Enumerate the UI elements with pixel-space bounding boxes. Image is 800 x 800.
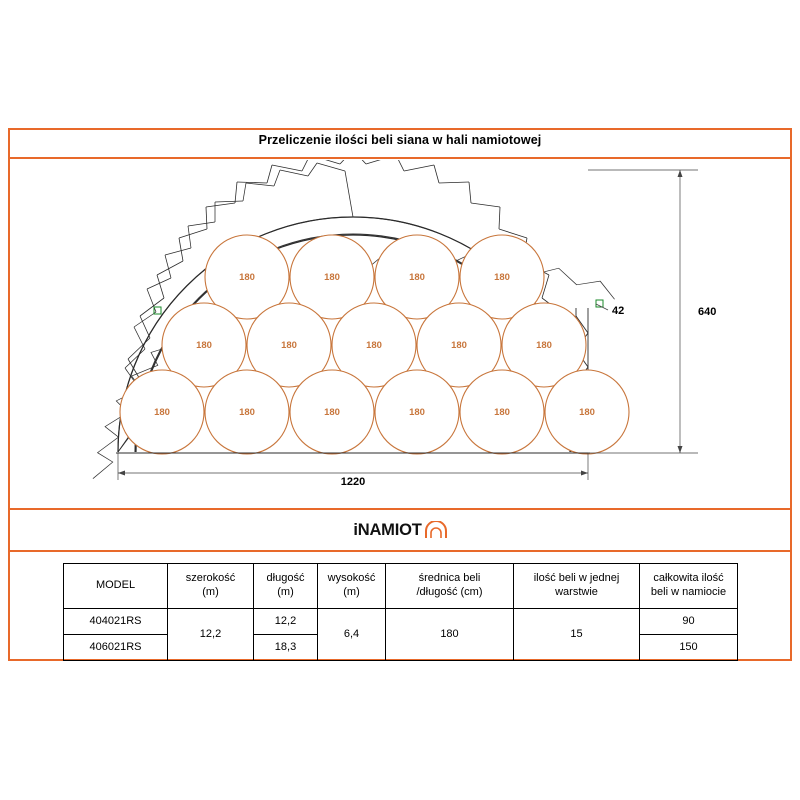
table-row (64, 609, 738, 635)
column-header-length: długość (m) (254, 564, 318, 609)
column-header-bales-per-layer: ilość beli w jednej warstwie (514, 564, 640, 609)
table-header-row (64, 564, 738, 609)
bale-label: 180 (536, 340, 552, 351)
bale-label: 180 (324, 272, 340, 283)
bale-label: 180 (239, 272, 255, 283)
tent-cross-section-drawing (8, 160, 792, 506)
bale-label: 180 (324, 407, 340, 418)
brand-logo-band (8, 511, 792, 549)
bale-label: 180 (409, 272, 425, 283)
bale-label: 180 (366, 340, 382, 351)
cell-model: 404021RS (64, 609, 168, 635)
bale-label: 180 (196, 340, 212, 351)
bale-label: 180 (579, 407, 595, 418)
column-header-width: szerokość (m) (168, 564, 254, 609)
dimension-width-label: 1220 (340, 476, 366, 488)
frame-divider-title (8, 157, 792, 159)
cell-length: 18,3 (254, 635, 318, 661)
bale-label: 180 (494, 407, 510, 418)
bale-label: 180 (409, 407, 425, 418)
bale-label: 180 (281, 340, 297, 351)
brand-logo-text (353, 521, 421, 540)
cell-height: 6,4 (318, 609, 386, 661)
cell-width: 12,2 (168, 609, 254, 661)
cell-model: 406021RS (64, 635, 168, 661)
cell-total-bales: 90 (640, 609, 738, 635)
cell-bales-per-layer: 15 (514, 609, 640, 661)
dimension-detail-label: 42 (612, 305, 625, 317)
column-header-height: wysokość (m) (318, 564, 386, 609)
column-header-total-bales: całkowita ilość beli w namiocie (640, 564, 738, 609)
bale-label: 180 (154, 407, 170, 418)
brand-logo (353, 521, 446, 540)
bale-label: 180 (494, 272, 510, 283)
cell-total-bales: 150 (640, 635, 738, 661)
tent-roof-icon (425, 521, 447, 539)
brand-logo-prefix: i (353, 520, 358, 539)
frame-divider-logo-bottom (8, 550, 792, 552)
brand-logo-name: NAMIOT (357, 520, 422, 539)
bale-label: 180 (239, 407, 255, 418)
column-header-model: MODEL (64, 564, 168, 609)
specification-table (63, 563, 737, 661)
cell-length: 12,2 (254, 609, 318, 635)
frame-divider-logo-top (8, 508, 792, 510)
column-header-bale-diameter: średnica beli /długość (cm) (386, 564, 514, 609)
dimension-height-label: 640 (698, 306, 717, 318)
bale-label: 180 (451, 340, 467, 351)
page-title: Przeliczenie ilości beli siana w hali namiotowej (258, 133, 542, 147)
cell-bale-diameter: 180 (386, 609, 514, 661)
